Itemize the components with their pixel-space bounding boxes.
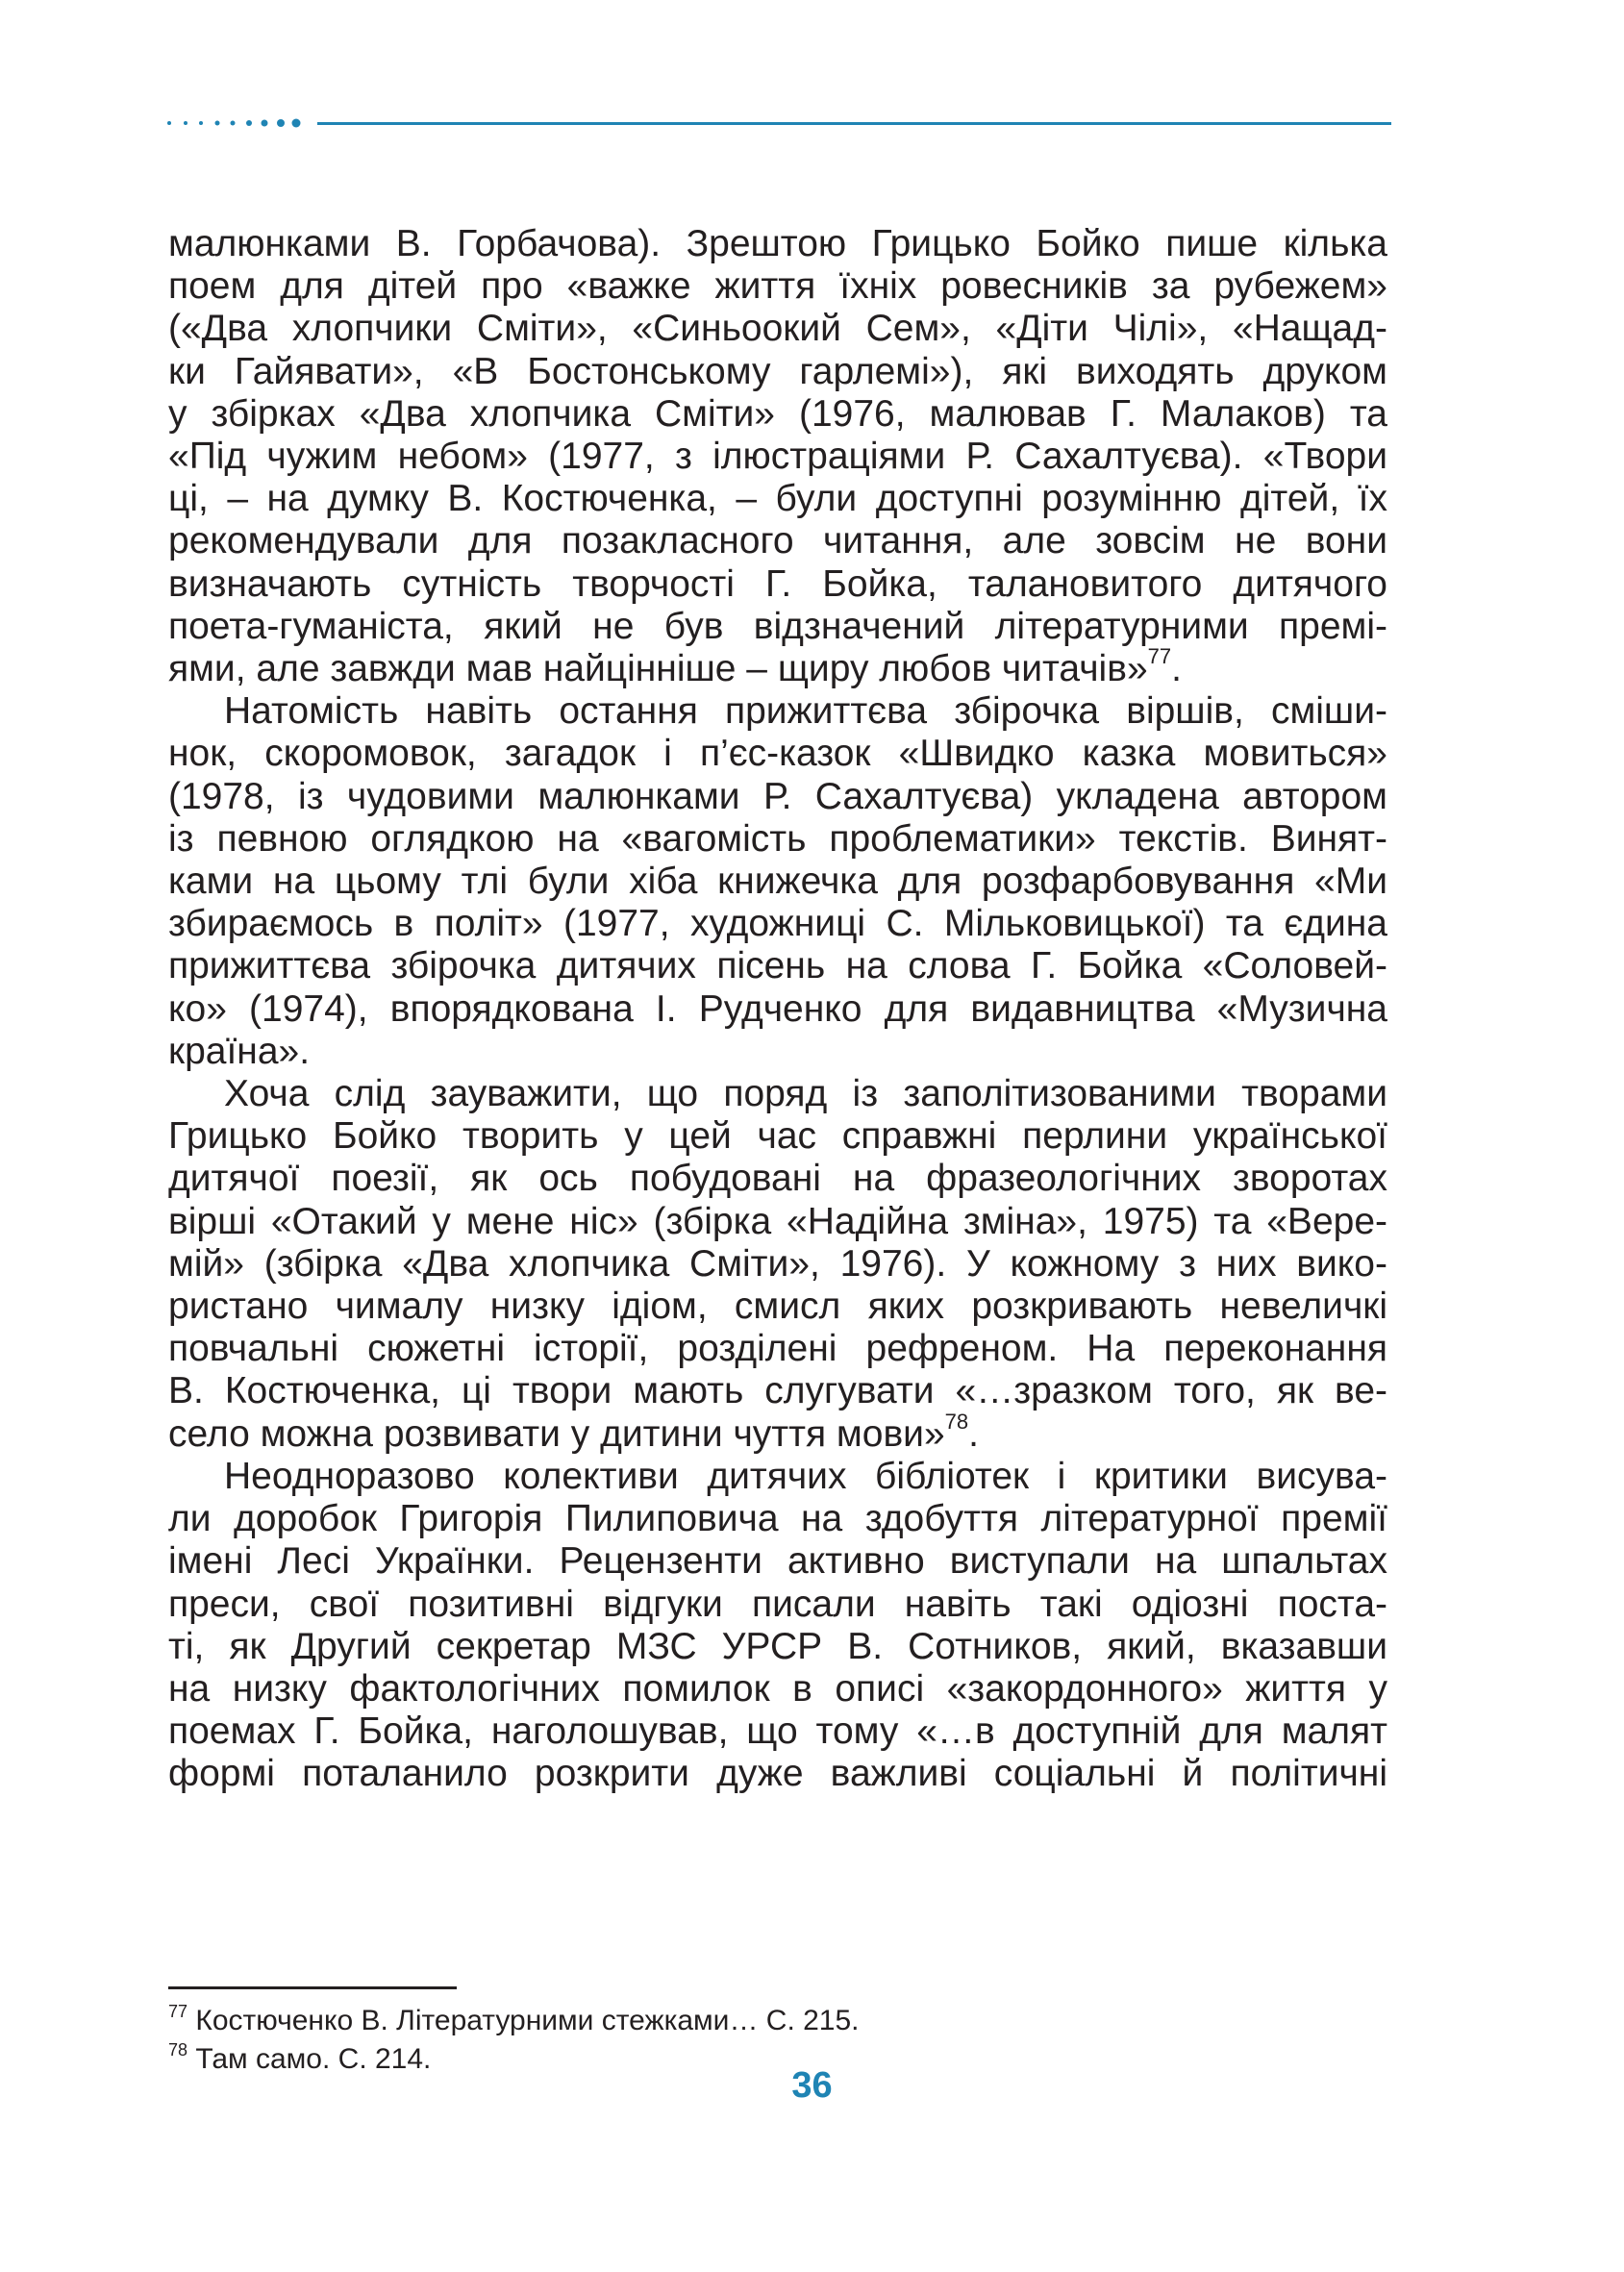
text-line xyxy=(168,988,1387,1031)
footnote-reference: 78 xyxy=(944,1409,969,1434)
text-line-content: поем для дітей про «важке життя їхніх ровесників за рубежем» xyxy=(168,265,1387,308)
footnote-reference: 77 xyxy=(1147,644,1172,669)
text-line-content: визначають сутність творчості Г. Бойка, талановитого дитячого xyxy=(168,562,1387,605)
header-dot xyxy=(184,121,187,125)
text-line xyxy=(168,690,1387,733)
text-line-content: у збірках «Два хлопчика Сміти» (1976, малював Г. Малаков) та xyxy=(168,392,1387,435)
text-line-content: Натомість навіть остання прижиттєва збірочка віршів, сміши- xyxy=(224,690,1387,733)
text-line-content: Грицько Бойко творить у цей час справжні перлини української xyxy=(168,1115,1387,1158)
text-line xyxy=(168,1409,1387,1456)
text-line xyxy=(168,1668,1387,1710)
header-dot xyxy=(277,119,285,127)
text-line-content: В. Костюченка, ці твори мають слугувати «…зразком того, як ве- xyxy=(168,1370,1387,1412)
text-line-content: село можна розвивати у дитини чуття мови» xyxy=(168,1412,945,1455)
text-line xyxy=(168,818,1387,861)
footnote-number: 78 xyxy=(168,2040,188,2060)
footnote-number: 77 xyxy=(168,2002,188,2021)
text-line xyxy=(168,1201,1387,1243)
header-dot xyxy=(167,121,171,125)
text-line-content: поемах Г. Бойка, наголошував, що тому «…в доступній для малят xyxy=(168,1710,1387,1753)
text-line xyxy=(168,1073,1387,1115)
text-line-content: нок, скоромовок, загадок і п’єс-казок «Швидко казка мовиться» xyxy=(168,733,1387,775)
text-line-content: Неодноразово колективи дитячих бібліотек і критики висува- xyxy=(224,1455,1387,1497)
text-line-content: країна». xyxy=(168,1030,311,1072)
text-line-content: ристано чималу низку ідіом, смисл яких розкривають невеличкі xyxy=(168,1286,1387,1328)
text-line-content: формі поталанило розкрити дуже важливі соціальні й політичні xyxy=(168,1753,1387,1795)
text-line xyxy=(168,861,1387,903)
footnote-item xyxy=(168,2002,860,2040)
text-line-content: рекомендували для позакласного читання, але зовсім не вони xyxy=(168,520,1387,562)
text-line xyxy=(168,733,1387,775)
header-dot xyxy=(214,121,219,126)
header-dot xyxy=(199,121,203,125)
text-line-content: ками на цьому тлі були хіба книжечка для розфарбовування «Ми xyxy=(168,861,1387,903)
text-line xyxy=(168,520,1387,562)
text-line-content: повчальні сюжетні історії, розділені рефреном. На переконання xyxy=(168,1328,1387,1370)
text-line xyxy=(168,1115,1387,1158)
text-line xyxy=(168,1370,1387,1412)
text-line xyxy=(168,776,1387,818)
text-line xyxy=(168,1584,1387,1626)
text-line-content: вірші «Отакий у мене ніс» (збірка «Надійна зміна», 1975) та «Вере- xyxy=(168,1200,1387,1242)
text-line xyxy=(168,1710,1387,1753)
text-line-content: преси, свої позитивні відгуки писали навіть такі одіозні поста- xyxy=(168,1583,1387,1625)
page-number: 36 xyxy=(791,2065,833,2106)
text-line xyxy=(168,606,1387,648)
text-line xyxy=(168,351,1387,393)
text-line-content: ці, – на думку В. Костюченка, – були доступні розумінню дітей, їх xyxy=(168,478,1387,520)
text-line xyxy=(168,1626,1387,1668)
text-line xyxy=(168,903,1387,945)
footnote-text: Костюченко В. Літературними стежками… С. 215. xyxy=(187,2005,860,2036)
text-line xyxy=(168,308,1387,350)
text-line-content: прижиттєва збірочка дитячих пісень на слова Г. Бойка «Соловей- xyxy=(168,945,1387,987)
text-line-content: ями, але завжди мав найцінніше – щиру любов читачів» xyxy=(168,648,1148,690)
text-line-content: ті, як Другий секретар МЗС УРСР В. Сотников, який, вказавши xyxy=(168,1625,1387,1667)
footnote-separator xyxy=(168,1986,457,1989)
text-line-content: імені Лесі Українки. Рецензенти активно виступали на шпальтах xyxy=(168,1540,1387,1583)
text-line xyxy=(168,1328,1387,1370)
text-line xyxy=(168,1456,1387,1498)
header-dot xyxy=(292,119,301,128)
text-line xyxy=(168,393,1387,436)
text-line xyxy=(168,644,1387,690)
text-line-tail: . xyxy=(968,1412,979,1455)
text-line-content: поета-гуманіста, який не був відзначений літературними премі- xyxy=(168,605,1387,647)
text-line xyxy=(168,1031,1387,1073)
text-line-content: ки Гайявати», «В Бостонському гарлемі»), які виходять друком xyxy=(168,350,1387,392)
text-line xyxy=(168,265,1387,308)
text-line-content: збираємось в політ» (1977, художниці С. Мільковицької) та єдина xyxy=(168,903,1387,945)
text-line xyxy=(168,436,1387,478)
header-dot xyxy=(262,120,268,127)
header-dot xyxy=(231,121,236,126)
header-decorative-rule xyxy=(165,113,1391,133)
text-line xyxy=(168,1753,1387,1795)
text-line-content: ко» (1974), впорядкована І. Рудченко для видавництва «Музична xyxy=(168,987,1387,1030)
text-line-content: ли доробок Григорія Пилиповича на здобуття літературної премії xyxy=(168,1498,1387,1540)
header-rule-line xyxy=(317,122,1391,125)
text-line xyxy=(168,1498,1387,1540)
text-line xyxy=(168,223,1387,265)
text-line-content: (1978, із чудовими малюнками Р. Сахалтуєва) укладена автором xyxy=(168,775,1387,817)
header-dot xyxy=(246,120,252,126)
text-line-tail: . xyxy=(1171,648,1182,690)
text-line-content: малюнками В. Горбачова). Зрештою Грицько Бойко пише кілька xyxy=(168,223,1387,264)
text-line-content: «Під чужим небом» (1977, з ілюстраціями Р. Сахалтуєва). «Твори xyxy=(168,436,1387,478)
main-text xyxy=(168,223,1387,1796)
text-line xyxy=(168,1158,1387,1200)
text-line xyxy=(168,1540,1387,1583)
text-line-content: («Два хлопчики Сміти», «Синьоокий Сем», «Діти Чілі», «Нащад- xyxy=(168,308,1387,350)
footnote-text: Там само. С. 214. xyxy=(187,2043,432,2075)
text-line xyxy=(168,563,1387,606)
text-line-content: дитячої поезії, як ось побудовані на фразеологічних зворотах xyxy=(168,1158,1387,1200)
text-line xyxy=(168,1286,1387,1328)
text-line-content: Хоча слід зауважити, що поряд із заполітизованими творами xyxy=(224,1073,1387,1115)
text-line xyxy=(168,945,1387,987)
text-line-content: мій» (збірка «Два хлопчика Сміти», 1976). У кожному з них вико- xyxy=(168,1242,1387,1285)
text-line-content: із певною оглядкою на «вагомість проблематики» текстів. Винят- xyxy=(168,817,1387,860)
text-line xyxy=(168,1243,1387,1286)
text-line-content: на низку фактологічних помилок в описі «закордонного» життя у xyxy=(168,1667,1387,1710)
text-line xyxy=(168,478,1387,520)
